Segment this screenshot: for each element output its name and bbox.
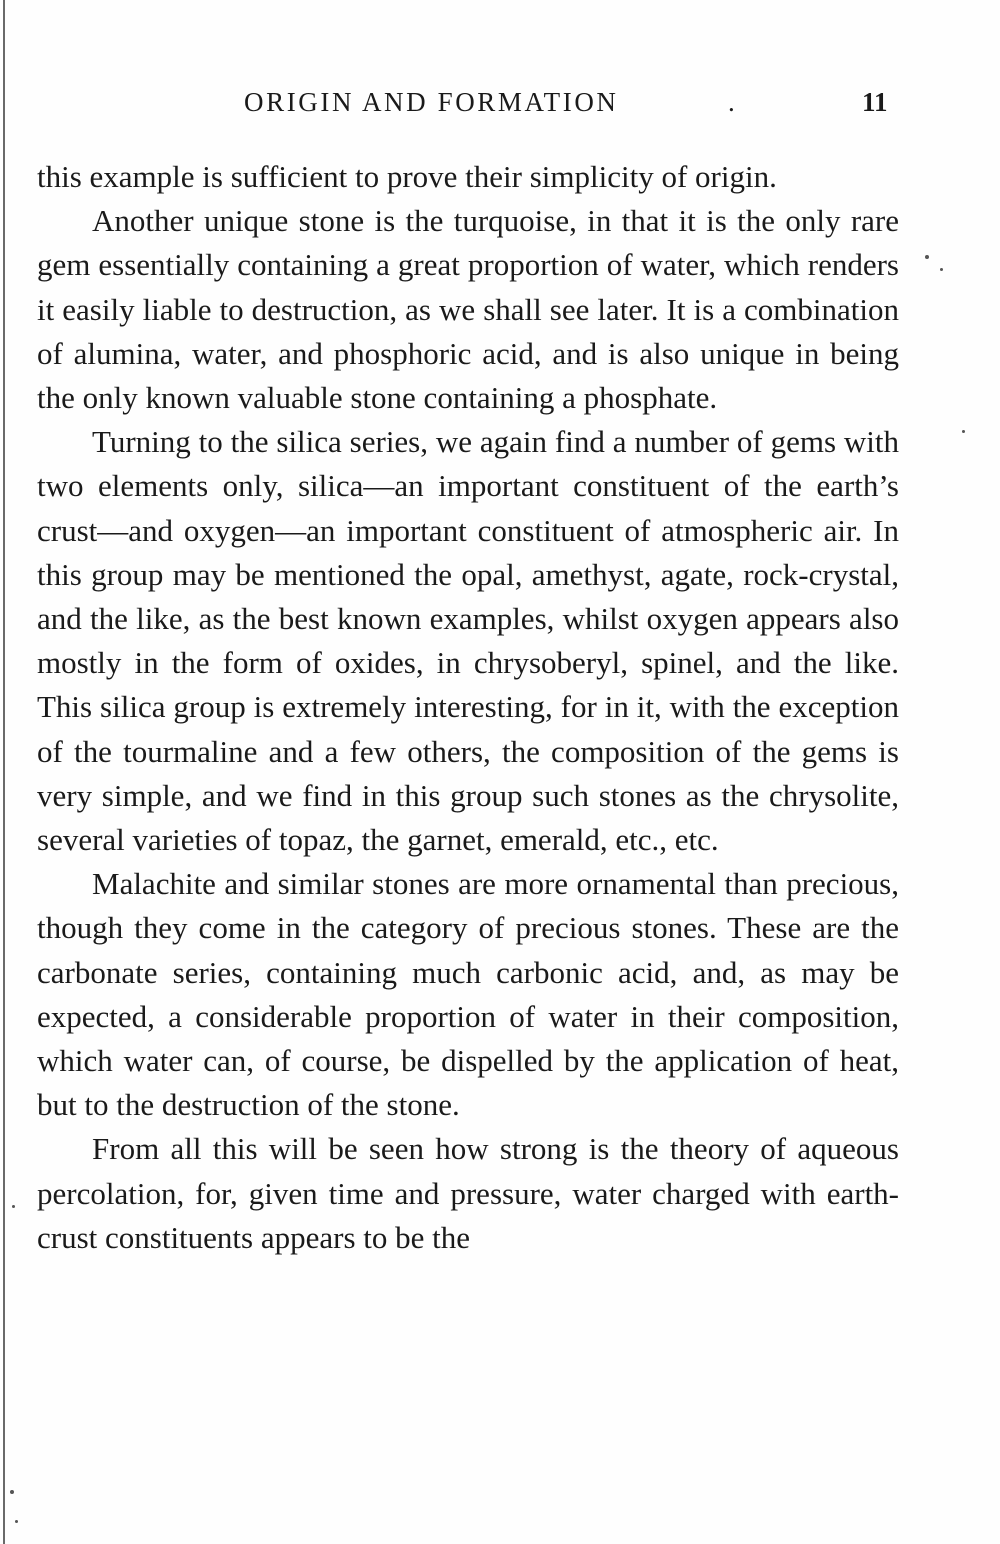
scan-speck — [15, 1520, 18, 1523]
scan-speck — [925, 255, 929, 259]
scan-speck — [962, 430, 965, 433]
running-head-title: ORIGIN AND FORMATION — [244, 87, 619, 117]
body-text — [37, 155, 899, 1260]
paragraph-2: Another unique stone is the turquoise, in that it is the only rare gem essentially containing a great proportion of water, which renders it easily liable to destruction, as we shall see later. It is a combination of alumina, water, and phosphoric acid, and is also unique in being the only known valuable stone containing a phosphate. — [37, 203, 899, 416]
paragraph-1: this example is sufficient to prove their simplicity of origin. — [37, 159, 777, 194]
running-head — [0, 84, 1000, 124]
paragraph-4: Malachite and similar stones are more ornamental than precious, though they come in the category of precious stones. These are the carbonate series, containing much carbonic acid, and, as may be expected, a considerable proportion of water in their composition, which water can, of course, be dispelled by the application of heat, but to the destruction of the stone. — [37, 866, 899, 1123]
scan-speck — [940, 268, 943, 271]
page-number: 11 — [862, 87, 888, 117]
running-head-dot: . — [728, 87, 735, 117]
page-edge-rule — [3, 0, 5, 1544]
paragraph-3: Turning to the silica series, we again find a number of gems with two elements only, silica—an important constituent of the earth’s crust—and oxygen—an important constituent of atmospheric air. In this group may be mentioned the opal, amethyst, agate, rock-crystal, and the like, as the best known examples, whilst oxygen appears also mostly in the form of oxides, in chrysoberyl, spinel, and the like. This silica group is extremely interesting, for in it, with the exception of the tourmaline and a few others, the composition of the gems is very simple, and we find in this group such stones as the chrysolite, several varieties of topaz, the garnet, emerald, etc., etc. — [37, 424, 899, 858]
paragraph-5: From all this will be seen how strong is the theory of aqueous percolation, for, given time and pressure, water charged with earth-crust constituents appears to be the — [37, 1131, 899, 1255]
scan-speck — [12, 1205, 15, 1208]
scan-speck — [10, 1490, 14, 1494]
